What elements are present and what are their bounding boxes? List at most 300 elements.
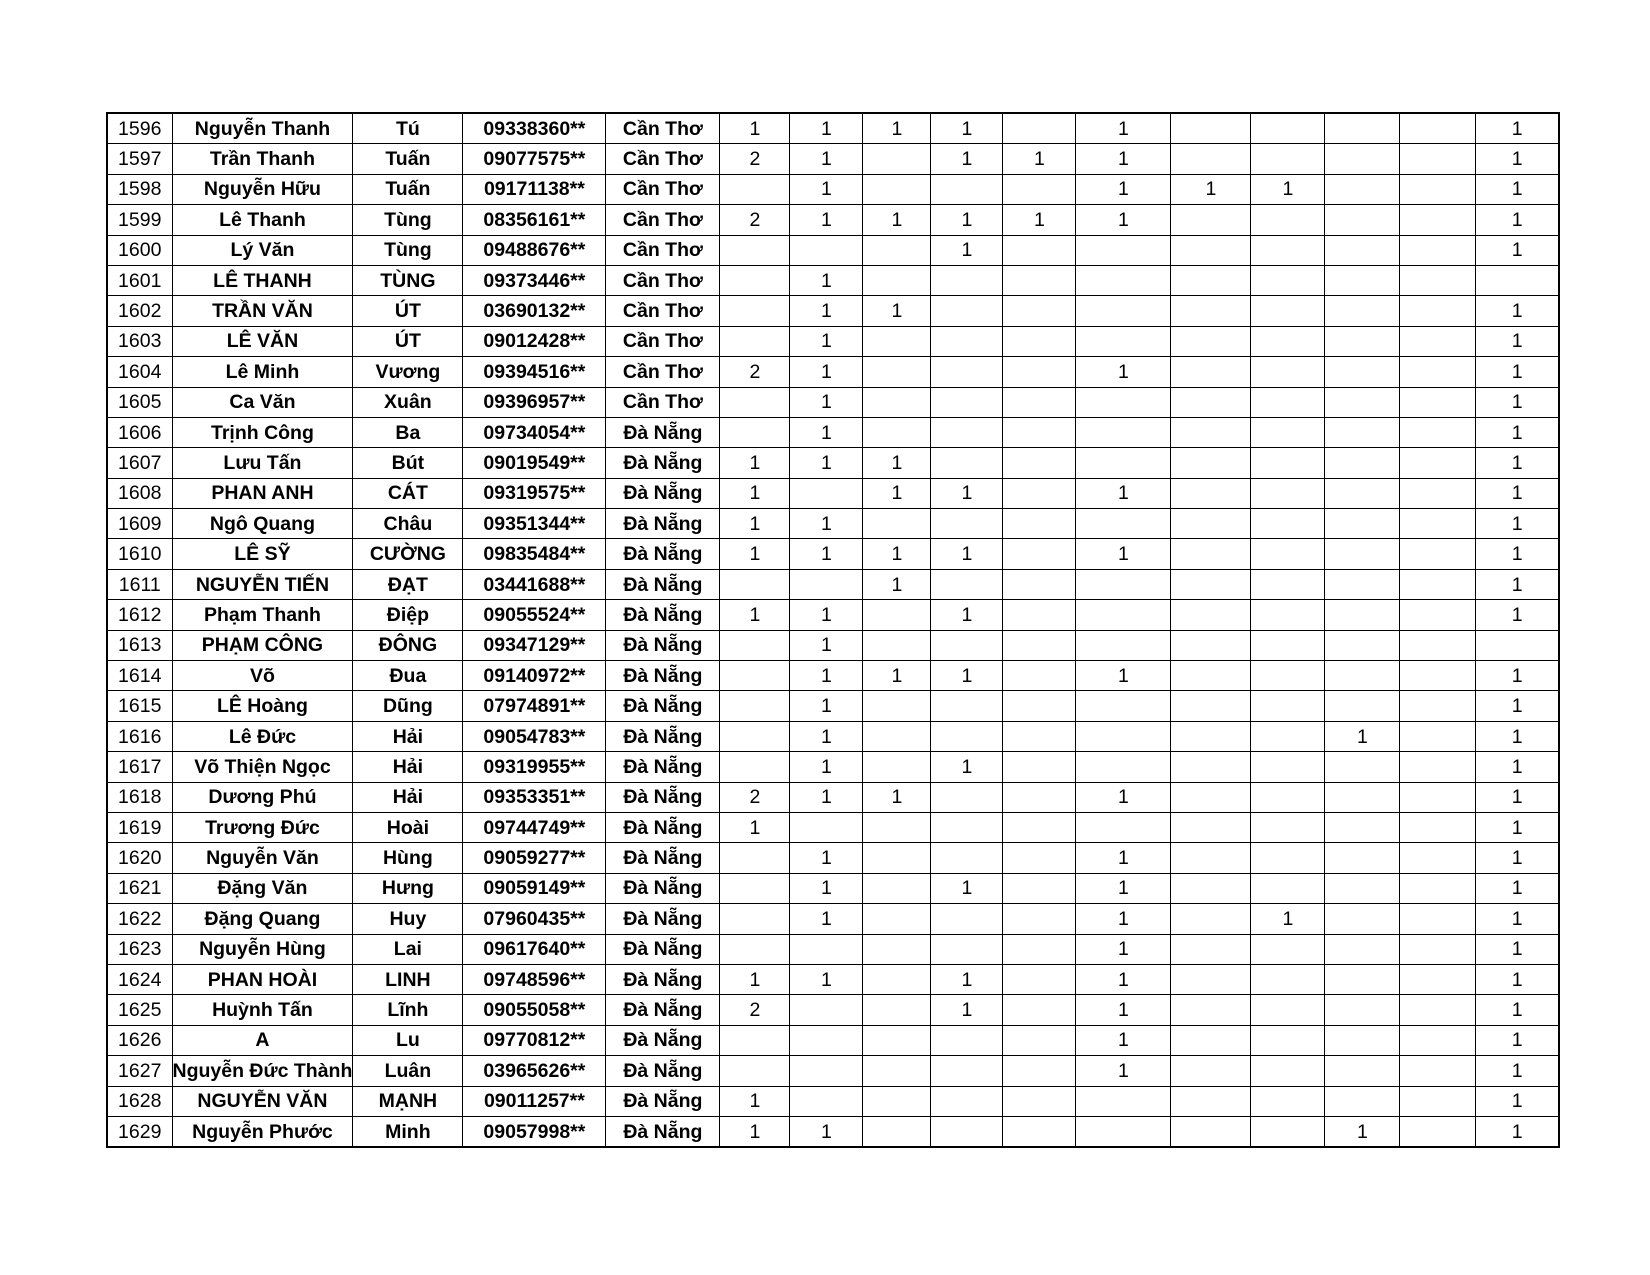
row-number-cell: 1614 (107, 661, 172, 691)
value-cell-3 (863, 235, 931, 265)
value-cell-11: 1 (1476, 964, 1559, 994)
province-cell: Đà Nẵng (606, 782, 720, 812)
value-cell-11: 1 (1476, 205, 1559, 235)
value-cell-6: 1 (1076, 1025, 1171, 1055)
value-cell-1 (720, 721, 790, 751)
value-cell-11: 1 (1476, 782, 1559, 812)
value-cell-11: 1 (1476, 448, 1559, 478)
value-cell-2: 1 (790, 691, 863, 721)
province-cell: Đà Nẵng (606, 934, 720, 964)
surname-cell: A (172, 1025, 353, 1055)
value-cell-6: 1 (1076, 478, 1171, 508)
value-cell-10 (1400, 934, 1476, 964)
value-cell-9 (1325, 205, 1400, 235)
value-cell-7 (1171, 934, 1251, 964)
table-row (107, 873, 1559, 903)
value-cell-8 (1251, 873, 1325, 903)
value-cell-6: 1 (1076, 873, 1171, 903)
value-cell-9 (1325, 782, 1400, 812)
phone-cell: 08356161** (463, 205, 606, 235)
value-cell-3: 1 (863, 478, 931, 508)
row-number-cell: 1613 (107, 630, 172, 660)
given-name-cell: Châu (353, 509, 463, 539)
value-cell-2: 1 (790, 174, 863, 204)
surname-cell: Võ (172, 661, 353, 691)
value-cell-5 (1003, 964, 1076, 994)
row-number-cell: 1598 (107, 174, 172, 204)
value-cell-7 (1171, 721, 1251, 751)
value-cell-3 (863, 1056, 931, 1086)
value-cell-7 (1171, 1056, 1251, 1086)
value-cell-7 (1171, 964, 1251, 994)
phone-cell: 09054783** (463, 721, 606, 751)
value-cell-8 (1251, 205, 1325, 235)
surname-cell: Dương Phú (172, 782, 353, 812)
value-cell-8 (1251, 782, 1325, 812)
value-cell-8: 1 (1251, 174, 1325, 204)
value-cell-3: 1 (863, 782, 931, 812)
value-cell-11: 1 (1476, 934, 1559, 964)
given-name-cell: Hải (353, 721, 463, 751)
given-name-cell: CÁT (353, 478, 463, 508)
value-cell-5 (1003, 904, 1076, 934)
row-number-cell: 1618 (107, 782, 172, 812)
value-cell-3 (863, 934, 931, 964)
surname-cell: Phạm Thanh (172, 600, 353, 630)
value-cell-7 (1171, 1116, 1251, 1147)
value-cell-4 (931, 326, 1003, 356)
value-cell-10 (1400, 144, 1476, 174)
value-cell-9 (1325, 448, 1400, 478)
value-cell-8 (1251, 812, 1325, 842)
value-cell-8 (1251, 296, 1325, 326)
given-name-cell: Lai (353, 934, 463, 964)
value-cell-5: 1 (1003, 144, 1076, 174)
row-number-cell: 1615 (107, 691, 172, 721)
value-cell-6: 1 (1076, 995, 1171, 1025)
value-cell-8 (1251, 661, 1325, 691)
value-cell-7 (1171, 782, 1251, 812)
value-cell-10 (1400, 326, 1476, 356)
value-cell-4 (931, 1086, 1003, 1116)
value-cell-9 (1325, 478, 1400, 508)
value-cell-8 (1251, 721, 1325, 751)
value-cell-1 (720, 691, 790, 721)
value-cell-9 (1325, 539, 1400, 569)
province-cell: Đà Nẵng (606, 1056, 720, 1086)
table-row (107, 417, 1559, 447)
table-row (107, 478, 1559, 508)
value-cell-10 (1400, 539, 1476, 569)
given-name-cell: Ba (353, 417, 463, 447)
value-cell-7 (1171, 904, 1251, 934)
value-cell-9 (1325, 569, 1400, 599)
value-cell-7 (1171, 1025, 1251, 1055)
value-cell-5 (1003, 174, 1076, 204)
value-cell-6 (1076, 387, 1171, 417)
given-name-cell: Lĩnh (353, 995, 463, 1025)
value-cell-3 (863, 1116, 931, 1147)
table-row (107, 600, 1559, 630)
table-row (107, 661, 1559, 691)
value-cell-8 (1251, 357, 1325, 387)
phone-cell: 09394516** (463, 357, 606, 387)
value-cell-5 (1003, 691, 1076, 721)
value-cell-11: 1 (1476, 509, 1559, 539)
value-cell-4 (931, 509, 1003, 539)
surname-cell: LÊ SỸ (172, 539, 353, 569)
value-cell-1 (720, 843, 790, 873)
value-cell-5 (1003, 630, 1076, 660)
phone-cell: 09319955** (463, 752, 606, 782)
value-cell-10 (1400, 721, 1476, 751)
value-cell-2: 1 (790, 873, 863, 903)
row-number-cell: 1620 (107, 843, 172, 873)
given-name-cell: Lu (353, 1025, 463, 1055)
value-cell-2 (790, 235, 863, 265)
province-cell: Đà Nẵng (606, 812, 720, 842)
value-cell-4: 1 (931, 661, 1003, 691)
value-cell-6: 1 (1076, 174, 1171, 204)
value-cell-8 (1251, 113, 1325, 144)
value-cell-1 (720, 934, 790, 964)
province-cell: Đà Nẵng (606, 478, 720, 508)
value-cell-10 (1400, 296, 1476, 326)
value-cell-7 (1171, 843, 1251, 873)
row-number-cell: 1597 (107, 144, 172, 174)
value-cell-2 (790, 812, 863, 842)
given-name-cell: Luân (353, 1056, 463, 1086)
value-cell-3 (863, 873, 931, 903)
value-cell-7 (1171, 509, 1251, 539)
value-cell-11: 1 (1476, 357, 1559, 387)
value-cell-7 (1171, 873, 1251, 903)
value-cell-11: 1 (1476, 752, 1559, 782)
surname-cell: Đặng Văn (172, 873, 353, 903)
value-cell-11: 1 (1476, 873, 1559, 903)
value-cell-5: 1 (1003, 205, 1076, 235)
given-name-cell: Điệp (353, 600, 463, 630)
value-cell-3 (863, 752, 931, 782)
phone-cell: 09012428** (463, 326, 606, 356)
value-cell-3 (863, 843, 931, 873)
table-row (107, 782, 1559, 812)
given-name-cell: Tú (353, 113, 463, 144)
value-cell-5 (1003, 265, 1076, 295)
value-cell-6 (1076, 417, 1171, 447)
row-number-cell: 1610 (107, 539, 172, 569)
surname-cell: Lê Thanh (172, 205, 353, 235)
value-cell-10 (1400, 964, 1476, 994)
row-number-cell: 1606 (107, 417, 172, 447)
table-row (107, 934, 1559, 964)
value-cell-3 (863, 904, 931, 934)
value-cell-1: 1 (720, 964, 790, 994)
value-cell-10 (1400, 509, 1476, 539)
surname-cell: Trần Thanh (172, 144, 353, 174)
value-cell-1 (720, 235, 790, 265)
table-row (107, 144, 1559, 174)
value-cell-9 (1325, 934, 1400, 964)
value-cell-1 (720, 661, 790, 691)
row-number-cell: 1601 (107, 265, 172, 295)
value-cell-7 (1171, 144, 1251, 174)
value-cell-11: 1 (1476, 691, 1559, 721)
value-cell-5 (1003, 326, 1076, 356)
phone-cell: 09055524** (463, 600, 606, 630)
value-cell-3 (863, 265, 931, 295)
value-cell-9 (1325, 600, 1400, 630)
value-cell-6 (1076, 265, 1171, 295)
value-cell-7 (1171, 326, 1251, 356)
value-cell-5 (1003, 478, 1076, 508)
given-name-cell: ÚT (353, 326, 463, 356)
row-number-cell: 1602 (107, 296, 172, 326)
value-cell-10 (1400, 661, 1476, 691)
value-cell-11: 1 (1476, 569, 1559, 599)
surname-cell: Nguyễn Văn (172, 843, 353, 873)
row-number-cell: 1611 (107, 569, 172, 599)
value-cell-6: 1 (1076, 843, 1171, 873)
province-cell: Đà Nẵng (606, 417, 720, 447)
value-cell-4 (931, 1056, 1003, 1086)
value-cell-4 (931, 1025, 1003, 1055)
value-cell-2 (790, 1086, 863, 1116)
row-number-cell: 1608 (107, 478, 172, 508)
value-cell-7 (1171, 1086, 1251, 1116)
value-cell-2: 1 (790, 417, 863, 447)
phone-cell: 09338360** (463, 113, 606, 144)
table-row (107, 205, 1559, 235)
value-cell-3: 1 (863, 296, 931, 326)
value-cell-1 (720, 569, 790, 599)
value-cell-4 (931, 904, 1003, 934)
value-cell-9 (1325, 1086, 1400, 1116)
value-cell-1: 1 (720, 600, 790, 630)
given-name-cell: Huy (353, 904, 463, 934)
value-cell-9 (1325, 357, 1400, 387)
value-cell-8 (1251, 417, 1325, 447)
value-cell-8 (1251, 478, 1325, 508)
value-cell-8 (1251, 934, 1325, 964)
value-cell-4: 1 (931, 873, 1003, 903)
value-cell-6: 1 (1076, 357, 1171, 387)
value-cell-2 (790, 934, 863, 964)
value-cell-1 (720, 1025, 790, 1055)
value-cell-10 (1400, 630, 1476, 660)
value-cell-11: 1 (1476, 1056, 1559, 1086)
value-cell-9 (1325, 235, 1400, 265)
value-cell-6: 1 (1076, 1056, 1171, 1086)
value-cell-11: 1 (1476, 1086, 1559, 1116)
given-name-cell: Bút (353, 448, 463, 478)
table-row (107, 569, 1559, 599)
table-row (107, 265, 1559, 295)
value-cell-10 (1400, 995, 1476, 1025)
value-cell-9 (1325, 1025, 1400, 1055)
value-cell-6 (1076, 600, 1171, 630)
phone-cell: 09373446** (463, 265, 606, 295)
value-cell-4 (931, 1116, 1003, 1147)
value-cell-2: 1 (790, 357, 863, 387)
value-cell-6 (1076, 691, 1171, 721)
value-cell-2: 1 (790, 265, 863, 295)
value-cell-7 (1171, 995, 1251, 1025)
value-cell-8 (1251, 964, 1325, 994)
table-row (107, 752, 1559, 782)
table-row (107, 235, 1559, 265)
value-cell-7 (1171, 357, 1251, 387)
value-cell-10 (1400, 265, 1476, 295)
given-name-cell: CƯỜNG (353, 539, 463, 569)
phone-cell: 09617640** (463, 934, 606, 964)
row-number-cell: 1619 (107, 812, 172, 842)
surname-cell: PHAN ANH (172, 478, 353, 508)
value-cell-2: 1 (790, 205, 863, 235)
value-cell-9 (1325, 995, 1400, 1025)
province-cell: Đà Nẵng (606, 1116, 720, 1147)
value-cell-1 (720, 296, 790, 326)
value-cell-11: 1 (1476, 326, 1559, 356)
value-cell-2: 1 (790, 600, 863, 630)
surname-cell: LÊ VĂN (172, 326, 353, 356)
given-name-cell: ĐÔNG (353, 630, 463, 660)
phone-cell: 07974891** (463, 691, 606, 721)
value-cell-10 (1400, 174, 1476, 204)
value-cell-3 (863, 995, 931, 1025)
value-cell-2 (790, 1025, 863, 1055)
value-cell-7 (1171, 661, 1251, 691)
value-cell-5 (1003, 569, 1076, 599)
given-name-cell: Tùng (353, 205, 463, 235)
value-cell-9 (1325, 752, 1400, 782)
row-number-cell: 1621 (107, 873, 172, 903)
value-cell-3 (863, 600, 931, 630)
value-cell-7 (1171, 205, 1251, 235)
province-cell: Đà Nẵng (606, 600, 720, 630)
province-cell: Đà Nẵng (606, 569, 720, 599)
value-cell-11: 1 (1476, 539, 1559, 569)
value-cell-1 (720, 752, 790, 782)
value-cell-1: 1 (720, 113, 790, 144)
value-cell-4 (931, 782, 1003, 812)
value-cell-10 (1400, 448, 1476, 478)
given-name-cell: Tùng (353, 235, 463, 265)
value-cell-4 (931, 417, 1003, 447)
value-cell-11: 1 (1476, 904, 1559, 934)
table-row (107, 691, 1559, 721)
row-number-cell: 1628 (107, 1086, 172, 1116)
value-cell-5 (1003, 509, 1076, 539)
province-cell: Cần Thơ (606, 326, 720, 356)
phone-cell: 09734054** (463, 417, 606, 447)
value-cell-2: 1 (790, 782, 863, 812)
table-row (107, 539, 1559, 569)
phone-cell: 09744749** (463, 812, 606, 842)
value-cell-1 (720, 387, 790, 417)
value-cell-4 (931, 843, 1003, 873)
row-number-cell: 1626 (107, 1025, 172, 1055)
value-cell-9 (1325, 691, 1400, 721)
value-cell-8 (1251, 326, 1325, 356)
surname-cell: PHAN HOÀI (172, 964, 353, 994)
value-cell-3 (863, 964, 931, 994)
value-cell-3 (863, 812, 931, 842)
surname-cell: Nguyễn Phước (172, 1116, 353, 1147)
table-row (107, 326, 1559, 356)
value-cell-5 (1003, 782, 1076, 812)
value-cell-2: 1 (790, 387, 863, 417)
province-cell: Đà Nẵng (606, 843, 720, 873)
value-cell-2: 1 (790, 1116, 863, 1147)
value-cell-4: 1 (931, 205, 1003, 235)
table-body (107, 113, 1559, 1147)
phone-cell: 09347129** (463, 630, 606, 660)
value-cell-8 (1251, 691, 1325, 721)
value-cell-5 (1003, 1056, 1076, 1086)
value-cell-6: 1 (1076, 964, 1171, 994)
phone-cell: 03441688** (463, 569, 606, 599)
value-cell-5 (1003, 661, 1076, 691)
row-number-cell: 1604 (107, 357, 172, 387)
data-table (106, 112, 1560, 1148)
surname-cell: PHẠM CÔNG (172, 630, 353, 660)
table-row (107, 509, 1559, 539)
value-cell-7: 1 (1171, 174, 1251, 204)
value-cell-4 (931, 387, 1003, 417)
value-cell-9 (1325, 904, 1400, 934)
value-cell-8 (1251, 1086, 1325, 1116)
phone-cell: 09059277** (463, 843, 606, 873)
value-cell-3 (863, 174, 931, 204)
value-cell-2: 1 (790, 326, 863, 356)
value-cell-1: 1 (720, 1116, 790, 1147)
province-cell: Đà Nẵng (606, 995, 720, 1025)
value-cell-1 (720, 326, 790, 356)
value-cell-8 (1251, 387, 1325, 417)
value-cell-10 (1400, 1025, 1476, 1055)
value-cell-6 (1076, 721, 1171, 751)
province-cell: Cần Thơ (606, 387, 720, 417)
value-cell-10 (1400, 569, 1476, 599)
value-cell-9 (1325, 265, 1400, 295)
surname-cell: TRẦN VĂN (172, 296, 353, 326)
value-cell-8 (1251, 539, 1325, 569)
value-cell-11: 1 (1476, 995, 1559, 1025)
value-cell-1: 1 (720, 539, 790, 569)
value-cell-2: 1 (790, 144, 863, 174)
row-number-cell: 1600 (107, 235, 172, 265)
province-cell: Đà Nẵng (606, 1086, 720, 1116)
value-cell-11: 1 (1476, 235, 1559, 265)
surname-cell: Nguyễn Thanh (172, 113, 353, 144)
value-cell-2: 1 (790, 539, 863, 569)
value-cell-11: 1 (1476, 661, 1559, 691)
table-row (107, 1116, 1559, 1147)
value-cell-10 (1400, 478, 1476, 508)
value-cell-4 (931, 296, 1003, 326)
value-cell-4: 1 (931, 235, 1003, 265)
value-cell-11: 1 (1476, 387, 1559, 417)
table-row (107, 113, 1559, 144)
value-cell-7 (1171, 630, 1251, 660)
province-cell: Cần Thơ (606, 235, 720, 265)
phone-cell: 09011257** (463, 1086, 606, 1116)
surname-cell: LÊ THANH (172, 265, 353, 295)
province-cell: Cần Thơ (606, 144, 720, 174)
table-row (107, 296, 1559, 326)
value-cell-9 (1325, 387, 1400, 417)
